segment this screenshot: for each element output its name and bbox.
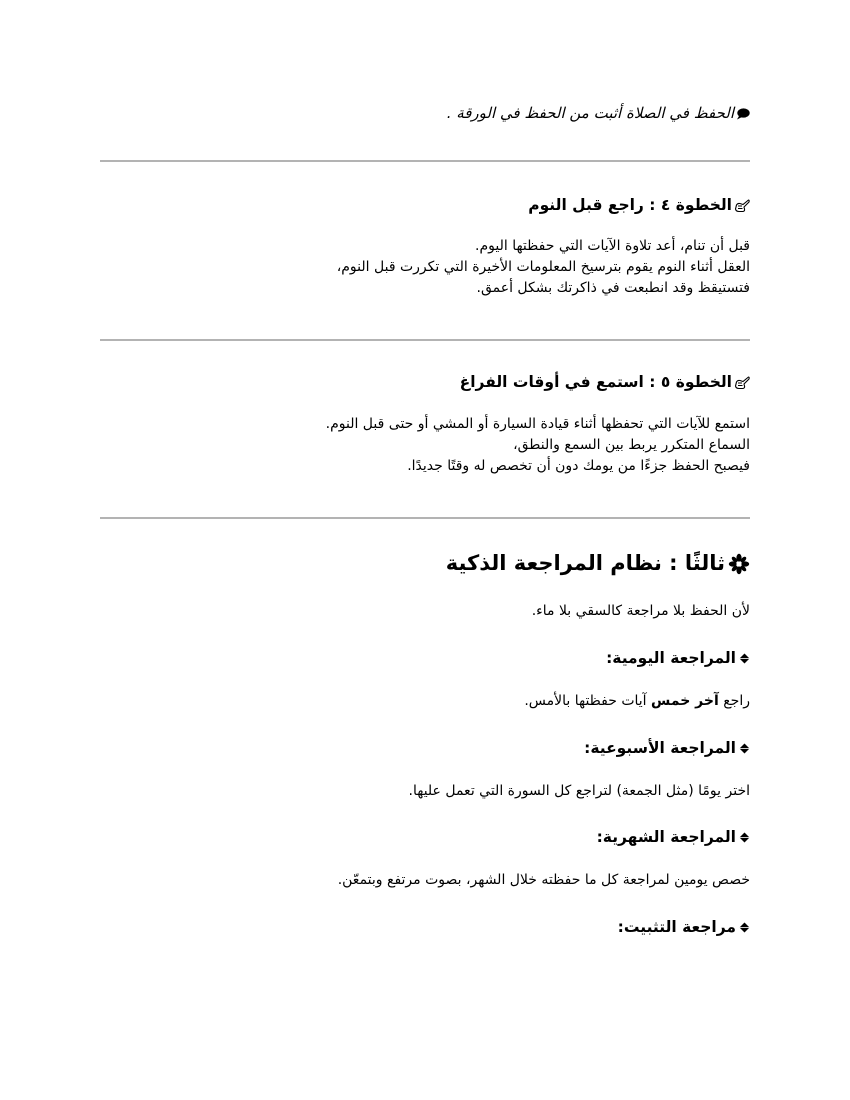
daily-review-text xyxy=(100,691,750,712)
daily-review-heading xyxy=(100,645,750,671)
quote-line xyxy=(100,100,750,126)
divider xyxy=(100,339,750,341)
step-5-body xyxy=(100,414,750,477)
daily-text-after: آيات حفظتها بالأمس. xyxy=(524,693,652,709)
quote-text: الحفظ في الصلاة أثبت من الحفظ في الورقة . xyxy=(446,104,734,122)
divider xyxy=(100,160,750,162)
weekly-review-text: اختر يومًا (مثل الجمعة) لتراجع كل السورة التي تعمل عليها. xyxy=(408,783,750,799)
speech-bubble-icon xyxy=(736,108,750,120)
step-4-body xyxy=(100,236,750,299)
step-4-title xyxy=(100,192,750,218)
divider xyxy=(100,517,750,519)
diamond-bullet-icon xyxy=(739,743,750,754)
daily-text-bold: آخر خمس xyxy=(651,693,719,709)
consolidation-review-heading-text: مراجعة التثبيت: xyxy=(617,918,736,936)
section-3-title-text: ثالثًا : نظام المراجعة الذكية xyxy=(445,551,725,575)
pointing-hand-icon xyxy=(734,198,750,213)
weekly-review-heading xyxy=(100,735,750,761)
step-4-line-1: قبل أن تنام، أعد تلاوة الآيات التي حفظتها اليوم. xyxy=(475,238,750,254)
step-5-title xyxy=(100,369,750,395)
flower-icon xyxy=(728,553,750,575)
step-4-title-text: الخطوة ٤ : راجع قبل النوم xyxy=(528,196,732,214)
diamond-bullet-icon xyxy=(739,653,750,664)
weekly-review-heading-text: المراجعة الأسبوعية: xyxy=(584,739,736,757)
pointing-hand-icon xyxy=(734,375,750,390)
monthly-review-heading-text: المراجعة الشهرية: xyxy=(596,828,736,846)
step-4-line-2: العقل أثناء النوم يقوم بترسيخ المعلومات الأخيرة التي تكررت قبل النوم، xyxy=(336,259,750,275)
consolidation-review-heading xyxy=(100,914,750,940)
daily-review-heading-text: المراجعة اليومية: xyxy=(606,649,736,667)
step-5-line-1: استمع للآيات التي تحفظها أثناء قيادة السيارة أو المشي أو حتى قبل النوم. xyxy=(325,416,750,432)
section-3-intro: لأن الحفظ بلا مراجعة كالسقي بلا ماء. xyxy=(531,603,750,619)
step-5-line-2: السماع المتكرر يربط بين السمع والنطق، xyxy=(513,437,750,453)
monthly-review-heading xyxy=(100,824,750,850)
daily-text-before: راجع xyxy=(718,693,750,709)
diamond-bullet-icon xyxy=(739,832,750,843)
step-5-title-text: الخطوة ٥ : استمع في أوقات الفراغ xyxy=(459,373,732,391)
step-5-line-3: فيصبح الحفظ جزءًا من يومك دون أن تخصص له وقتًا جديدًا. xyxy=(407,458,750,474)
section-3-title xyxy=(100,546,750,580)
step-4-line-3: فتستيقظ وقد انطبعت في ذاكرتك بشكل أعمق. xyxy=(476,280,750,296)
diamond-bullet-icon xyxy=(739,922,750,933)
monthly-review-text: خصص يومين لمراجعة كل ما حفظته خلال الشهر، بصوت مرتفع وبتمعّن. xyxy=(337,872,750,888)
